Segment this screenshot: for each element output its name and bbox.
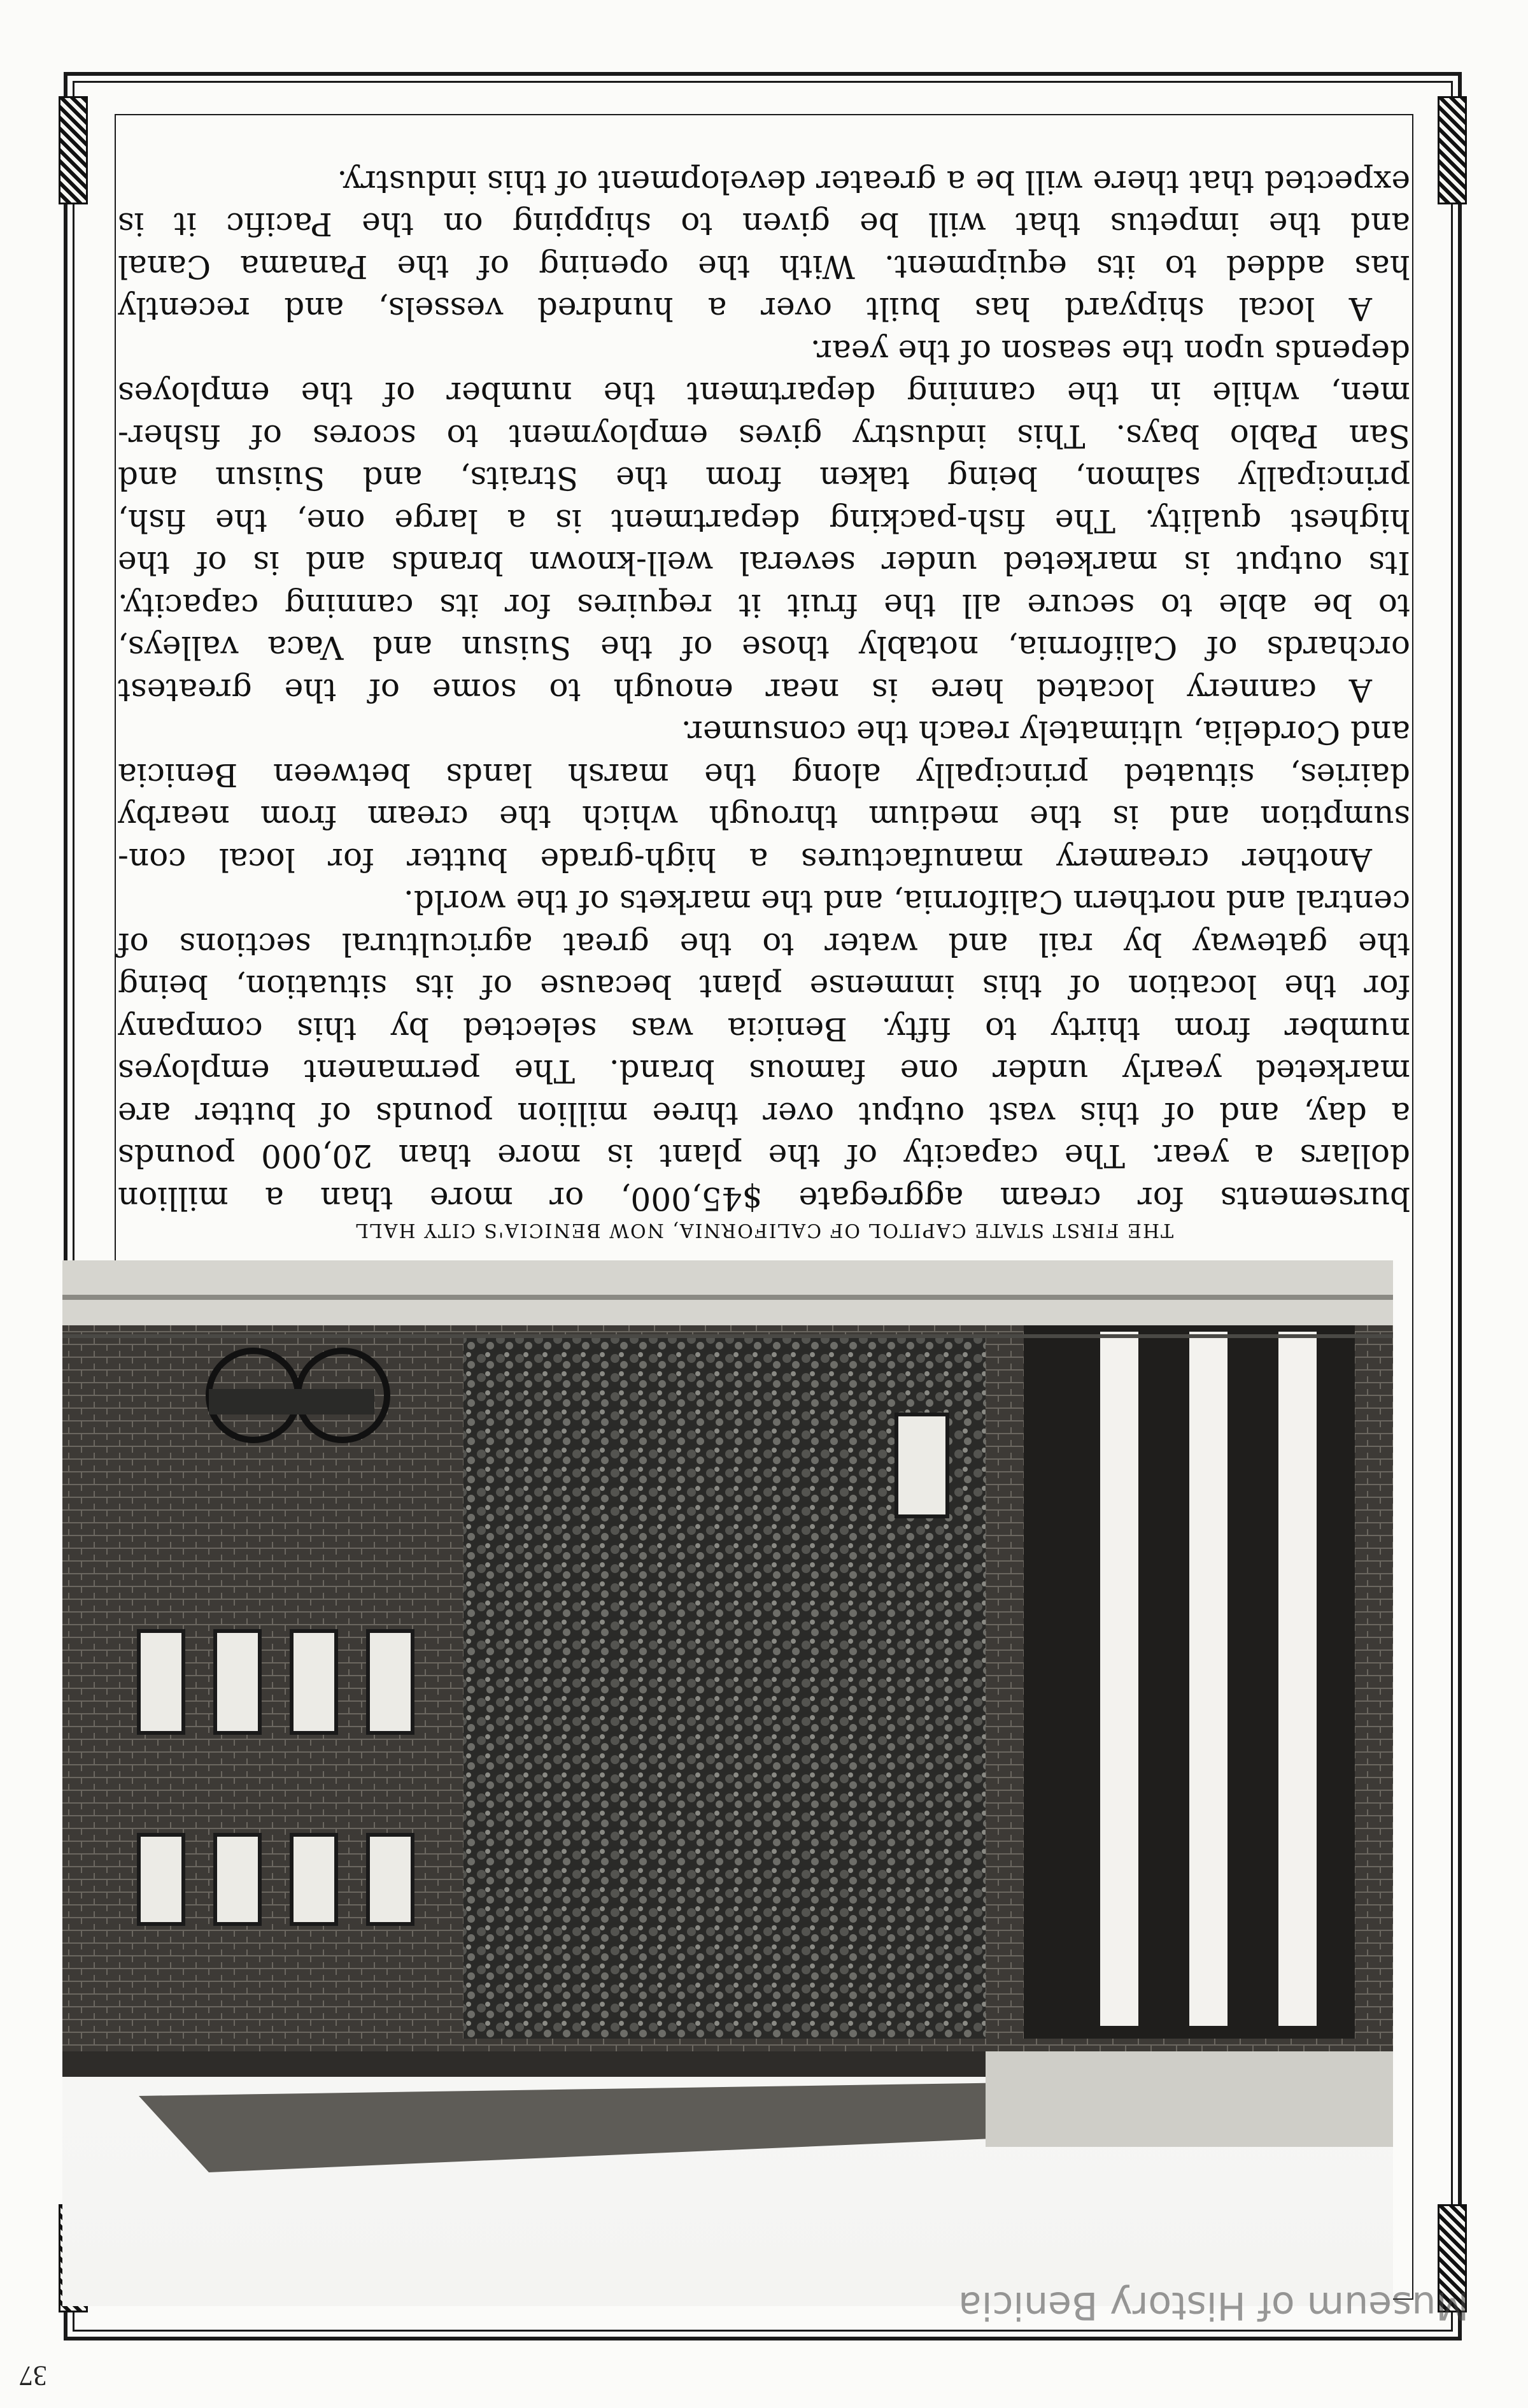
page-number: 37 (19, 2360, 47, 2391)
body-text-line: the gateway by rail and water to the great agricultural sections of (118, 926, 1410, 963)
body-text-line: Another creamery manufactures a high-grade butter for local con- (118, 841, 1372, 878)
body-text-block (118, 161, 1410, 1220)
body-text-line: San Pablo bays. This industry gives employment to scores of fisher- (118, 418, 1410, 455)
corner-ornament-bottom-right (59, 96, 88, 204)
body-text-line: orchards of California, notably those of the Suisun and Vaca valleys, (118, 629, 1410, 667)
body-text-line: dairies, situated principally along the marsh lands between Benicia (118, 757, 1410, 794)
body-text-line: depends upon the season of the year. (810, 333, 1410, 370)
body-text-line: has added to its equipment. With the opening of the Panama Canal (118, 248, 1410, 285)
body-text-line: A local shipyard has built over a hundred vessels, and recently (118, 290, 1372, 328)
photo-caption: THE FIRST STATE CAPITOL OF CALIFORNIA, NOW BENICIA'S CITY HALL (354, 1219, 1174, 1241)
body-text-line: number from thirty to fifty. Benicia was selected by this company (118, 1011, 1410, 1048)
body-text-line: A cannery located here is near enough to some of the greatest (118, 672, 1372, 709)
body-text-line: for the location of this immense plant because of its situation, being (118, 968, 1410, 1006)
body-text-line: marketed yearly under one famous brand. The permanent employes (118, 1053, 1410, 1090)
body-text-line: dollars a year. The capacity of the plant is more than 20,000 pounds (118, 1137, 1410, 1175)
corner-ornament-bottom-left (1438, 96, 1467, 204)
body-text-line: highest quality. The fish-packing department is a large one, the fish, (118, 502, 1410, 539)
body-text-line: central and northern California, and the markets of the world. (403, 883, 1410, 921)
body-text-line: principally salmon, being taken from the Straits, and Suisun and (118, 460, 1410, 497)
body-text-line: men, while in the canning department the number of the employes (118, 375, 1410, 413)
body-text-line: sumption and is the medium through which the cream from nearby (118, 799, 1410, 836)
body-text-line: and the impetus that will be given to shipping on the Pacific it is (118, 206, 1410, 243)
capitol-building-photo (62, 1260, 1393, 2306)
body-text-line: bursements for cream aggregate $45,000, or more than a million (118, 1180, 1410, 1217)
body-text-line: to be able to secure all the fruit it requires for its canning capacity. (118, 587, 1410, 624)
body-text-line: a day, and of this vast output over three million pounds of butter are (118, 1095, 1410, 1132)
museum-watermark: Museum of History Benicia (958, 2283, 1469, 2328)
body-text-line: and Cordelia, ultimately reach the consumer. (681, 714, 1410, 752)
capitol-building-illustration (62, 1260, 1393, 2306)
body-text-line: Its output is marketed under several well-known brands and is of the (118, 545, 1410, 582)
body-text-line: expected that there will be a greater development of this industry. (337, 164, 1410, 201)
